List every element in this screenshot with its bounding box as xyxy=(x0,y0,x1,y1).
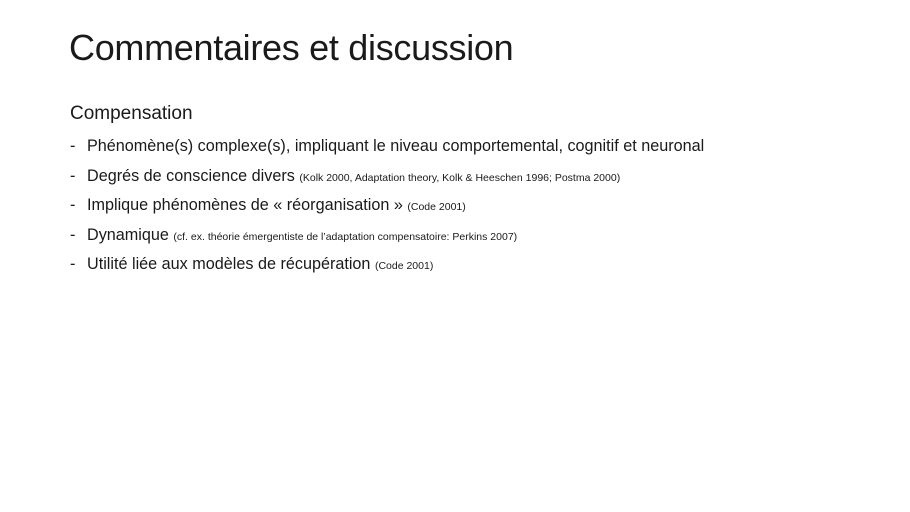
bullet-marker: - xyxy=(70,196,76,214)
bullet-reference: (cf. ex. théorie émergentiste de l’adaptation compensatoire: Perkins 2007) xyxy=(173,230,518,243)
bullet-marker: - xyxy=(70,225,76,244)
bullet-text: Phénomène(s) complexe(s), impliquant le niveau comportemental, cognitif et neuronal xyxy=(87,137,705,155)
bullet-item xyxy=(70,223,704,253)
bullet-text: Degrés de conscience divers xyxy=(87,166,295,185)
bullet-marker: - xyxy=(70,137,76,155)
slide-title: Commentaires et discussion xyxy=(69,27,514,68)
bullet-item xyxy=(70,164,704,194)
bullet-item xyxy=(70,193,704,223)
bullet-reference: (Code 2001) xyxy=(407,201,466,213)
bullet-marker: - xyxy=(70,255,76,273)
bullet-text: Dynamique xyxy=(87,225,169,244)
bullet-marker: - xyxy=(70,166,76,185)
bullet-reference: (Code 2001) xyxy=(374,260,434,272)
bullet-item xyxy=(70,134,704,164)
bullet-text: Utilité liée aux modèles de récupération xyxy=(87,255,371,273)
section-heading: Compensation xyxy=(70,103,193,124)
bullet-list xyxy=(70,134,704,282)
bullet-text: Implique phénomènes de « réorganisation » xyxy=(87,196,403,214)
bullet-reference: (Kolk 2000, Adaptation theory, Kolk & Heeschen 1996; Postma 2000) xyxy=(299,171,621,184)
bullet-item xyxy=(70,252,704,282)
